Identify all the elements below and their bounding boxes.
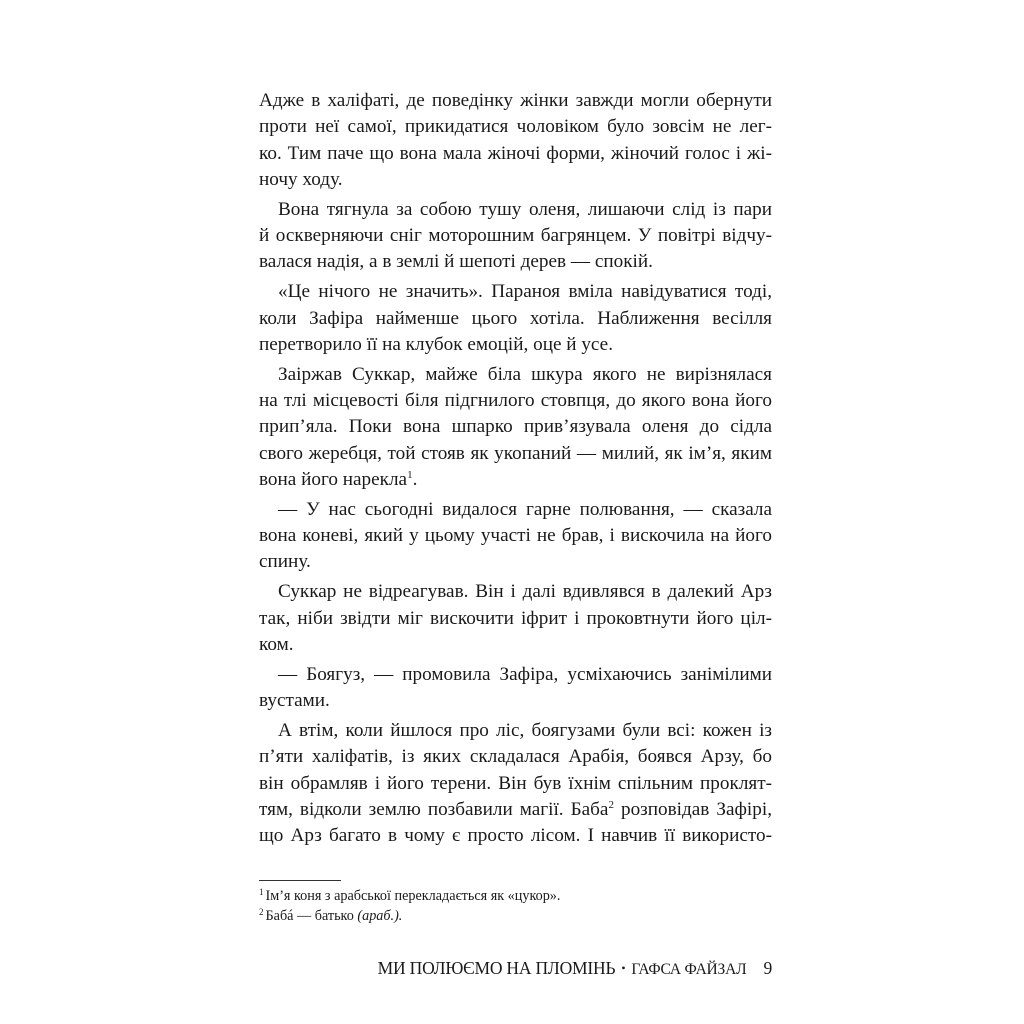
text-line: й оскверняючи сніг моторошним багрянцем. У повітрі відчу- <box>259 225 772 247</box>
text-line: валася надія, а в землі й шепоті дерев — спокій. <box>259 251 653 273</box>
text-line: А втім, коли йшлося про ліс, боягузами були всі: кожен із <box>278 719 772 741</box>
text-line: прип’яла. Поки вона шпарко прив’язувала оленя до сідла <box>259 416 772 438</box>
text-line: «Це нічого не значить». Параноя вміла навідуватися тоді, <box>278 281 772 303</box>
paragraph <box>259 718 772 849</box>
paragraph <box>259 88 772 193</box>
paragraph <box>259 279 772 358</box>
bullet-separator-icon: • <box>621 961 626 975</box>
text-line: спину. <box>259 551 311 573</box>
page-number: 9 <box>763 958 772 978</box>
footnotes <box>259 886 772 926</box>
footnote-text: Ім’я коня з арабської перекладається як «цукор». <box>265 888 561 904</box>
footnote-reference-2[interactable]: 2 <box>608 798 614 811</box>
text-segment: тям, відколи землю позбавили магії. Баба <box>259 798 609 820</box>
running-footer <box>378 956 772 982</box>
text-line <box>259 467 772 493</box>
text-line: п’яти халіфатів, із яких складалася Арабія, боявся Арзу, бо <box>259 746 772 768</box>
text-line: так, ніби звідти міг вискочити іфрит і проковтнути його ціл- <box>259 607 772 629</box>
footnote-italic-text: (араб.). <box>357 908 403 924</box>
text-line: Заіржав Суккар, майже біла шкура якого не вирізнялася <box>278 363 772 385</box>
text-line: коли Зафіра найменше цього хотіла. Наближення весілля <box>259 307 772 329</box>
text-line: ком. <box>259 633 294 655</box>
footnote-number: 2 <box>259 907 264 917</box>
footnote-divider <box>259 880 341 881</box>
body-text <box>259 88 772 853</box>
text-line: він обрамляв і його терени. Він був їхнім спільним проклят- <box>259 772 772 794</box>
text-line: що Арз багато в чому є просто лісом. І навчив її використо- <box>259 825 772 847</box>
text-segment: розповідав Зафірі, <box>613 798 772 820</box>
text-line: проти неї самої, прикидатися чоловіком було зовсім не лег- <box>259 116 772 138</box>
paragraph <box>259 362 772 493</box>
paragraph <box>259 662 772 715</box>
footnote-2 <box>259 906 772 926</box>
text-line: Адже в халіфаті, де поведінку жінки завжди могли обернути <box>259 90 772 111</box>
text-line: Суккар не відреагував. Він і далі вдивлявся в далекий Арз <box>278 581 772 603</box>
text-line: свого жеребця, той стояв як укопаний — милий, як ім’я, яким <box>259 442 772 464</box>
text-line: вона коневі, який у цьому участі не брав, і вискочила на його <box>259 525 772 547</box>
text-line: — У нас сьогодні видалося гарне полювання, — сказала <box>278 498 772 520</box>
text-line: на тлі місцевості біля підгнилого стовпця, до якого вона його <box>259 390 772 412</box>
text-line: Вона тягнула за собою тушу оленя, лишаючи слід із пари <box>278 198 772 220</box>
text-segment: вона його нарекла <box>259 468 408 490</box>
footnote-reference-1[interactable]: 1 <box>407 468 413 481</box>
footnote-1 <box>259 886 772 906</box>
footnote-number: 1 <box>259 887 264 897</box>
paragraph <box>259 497 772 576</box>
text-segment: . <box>412 468 418 490</box>
text-line: ночу ходу. <box>259 168 343 190</box>
footnote-text: Бабá — батько <box>265 908 358 924</box>
text-line: — Боягуз, — промовила Зафіра, усміхаючись занімілими <box>278 663 772 685</box>
author-name: ГАФСА ФАЙЗАЛ <box>631 961 747 978</box>
text-line <box>259 797 772 823</box>
paragraph <box>259 579 772 658</box>
text-line: ко. Тим паче що вона мала жіночі форми, жіночий голос і жі- <box>259 142 772 164</box>
text-line: вустами. <box>259 690 330 712</box>
paragraph <box>259 197 772 276</box>
book-title: МИ ПОЛЮЄМО НА ПЛОМІНЬ <box>377 958 616 978</box>
text-line: перетворило її на клубок емоцій, оце й усе. <box>259 333 613 355</box>
